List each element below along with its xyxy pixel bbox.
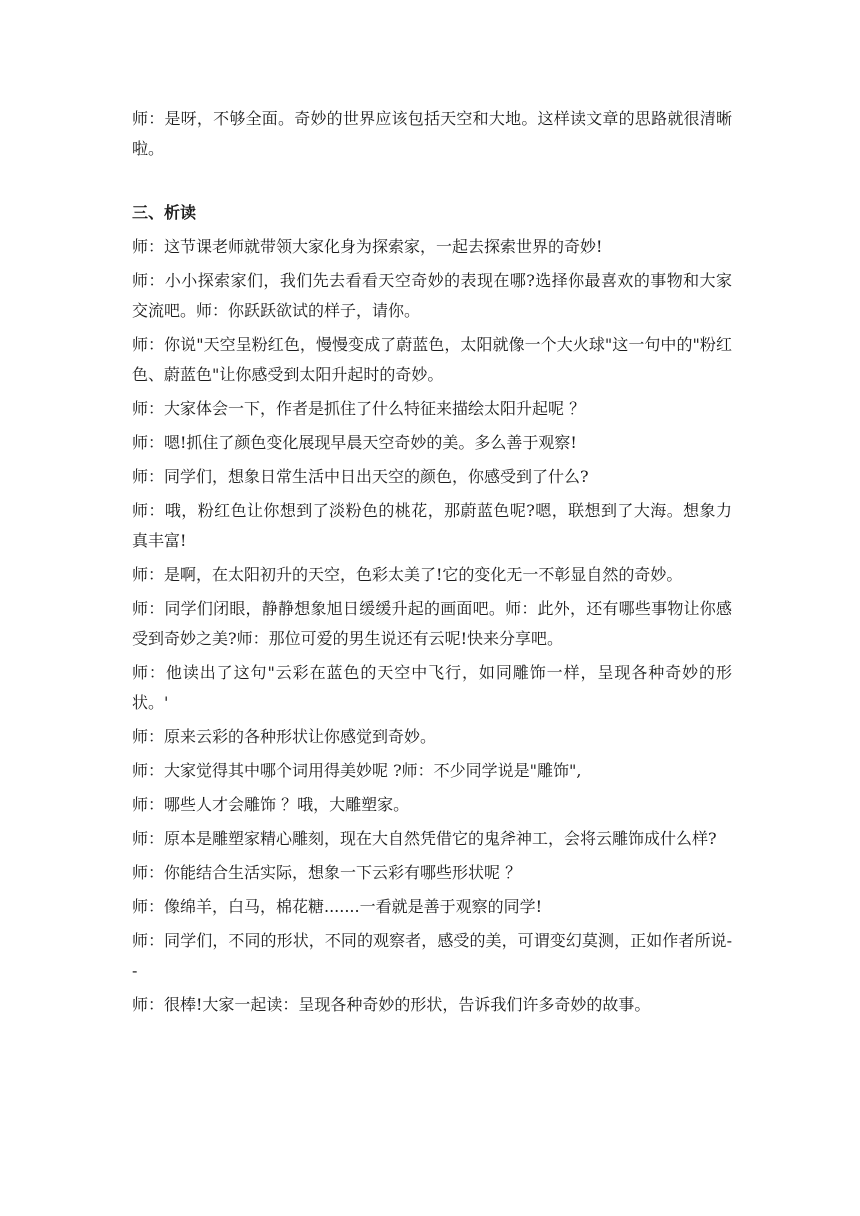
paragraph: 师：哪些人才会雕饰 ？哦，大雕塑家。: [132, 795, 410, 814]
paragraph: 师：像绵羊，白马，棉花糖.......一看就是善于观察的同学!: [132, 897, 543, 916]
paragraph: 师：大家体会一下，作者是抓住了什么特征来描绘太阳升起呢 ？: [132, 399, 586, 418]
paragraph: 师：这节课老师就带领大家化身为探索家，一起去探索世界的奇妙!: [132, 237, 603, 256]
paragraph: 师：同学们闭眼，静静想象旭日缓缓升起的画面吧。师：此外，还有哪些事物让你感受到奇妙之美?师：那位可爱的男生说还有云呢!快来分享吧。: [132, 599, 732, 648]
paragraph: 师：哦，粉红色让你想到了淡粉色的桃花，那蔚蓝色呢?嗯，联想到了大海。想象力真丰富!: [132, 501, 732, 550]
paragraph: 师：是啊，在太阳初升的天空，色彩太美了!它的变化无一不彰显自然的奇妙。: [132, 565, 683, 584]
paragraph: 师：他读出了这句"云彩在蓝色的天空中飞行，如同雕饰一样，呈现各种奇妙的形状。': [132, 663, 732, 712]
paragraph: 师：原本是雕塑家精心雕刻，现在大自然凭借它的鬼斧神工，会将云雕饰成什么样?: [132, 829, 717, 848]
paragraph: 师：小小探索家们，我们先去看看天空奇妙的表现在哪?选择你最喜欢的事物和大家交流吧。师：你跃跃欲试的样子，请你。: [132, 271, 732, 320]
paragraph: 师：很棒!大家一起读：呈现各种奇妙的形状，告诉我们许多奇妙的故事。: [132, 995, 651, 1014]
intro-paragraph: 师：是呀，不够全面。奇妙的世界应该包括天空和大地。这样读文章的思路就很清晰啦。: [132, 109, 732, 158]
paragraph: 师：同学们，不同的形状，不同的观察者，感受的美，可谓变幻莫测，正如作者所说--: [132, 931, 732, 980]
paragraph: 师：原来云彩的各种形状让你感觉到奇妙。: [132, 727, 437, 746]
paragraph: 师：大家觉得其中哪个词用得美妙呢 ?师：不少同学说是"雕饰",: [132, 761, 582, 780]
section-heading: 三、析读: [132, 203, 197, 222]
paragraph: 师：嗯!抓住了颜色变化展现早晨天空奇妙的美。多么善于观察!: [132, 433, 577, 452]
paragraph: 师：同学们，想象日常生活中日出天空的颜色，你感受到了什么?: [132, 467, 589, 486]
paragraph: 师：你说"天空呈粉红色，慢慢变成了蔚蓝色，太阳就像一个大火球"这一句中的"粉红色、蔚蓝色"让你感受到太阳升起时的奇妙。: [132, 335, 732, 384]
paragraph: 师：你能结合生活实际，想象一下云彩有哪些形状呢 ？: [132, 863, 522, 882]
document-page: [132, 104, 732, 1024]
